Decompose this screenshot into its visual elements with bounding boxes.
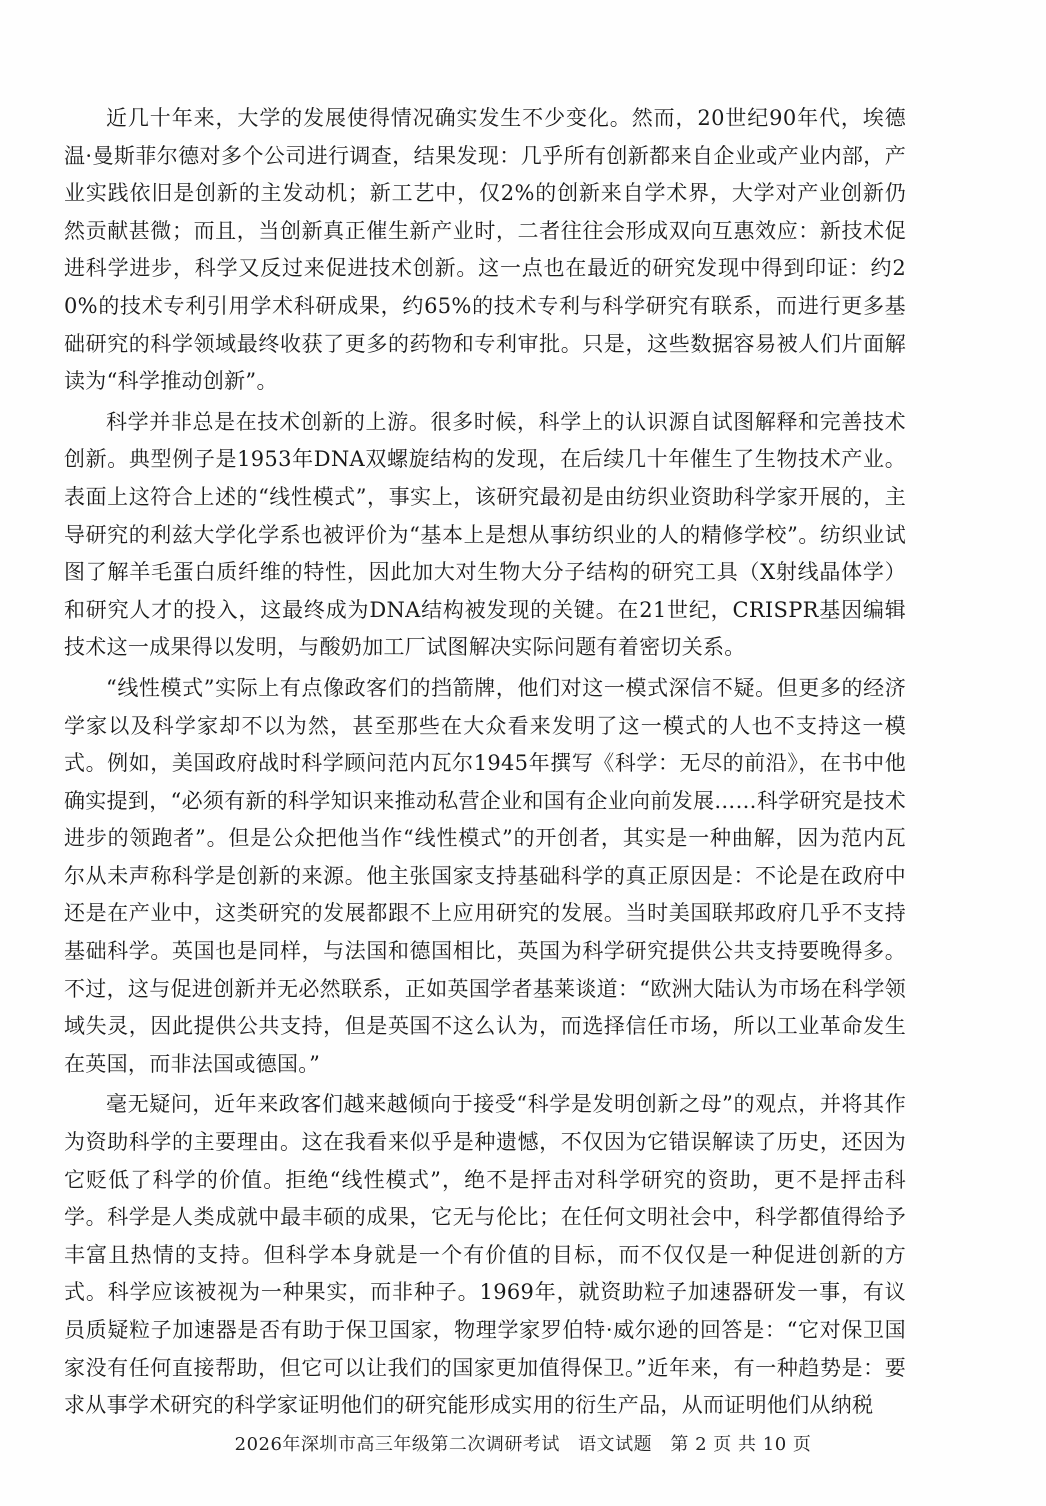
paragraph-3: “线性模式”实际上有点像政客们的挡箭牌，他们对这一模式深信不疑。但更多的经济学家以及科学家却不以为然，甚至那些在大众看来发明了这一模式的人也不支持这一模式。例如，美国政府战时科学顾问范内瓦尔1945年撰写《科学：无尽的前沿》，在书中他确实提到，“必须有新的科学知识来推动私营企业和国有企业向前发展……科学研究是技术进步的领跑者”。但是公众把他当作“线性模式”的开创者，其实是一种曲解，因为范内瓦尔从未声称科学是创新的来源。他主张国家支持基础科学的真正原因是：不论是在政府中还是在产业中，这类研究的发展都跟不上应用研究的发展。当时美国联邦政府几乎不支持基础科学。英国也是同样，与法国和德国相比，英国为科学研究提供公共支持要晚得多。不过，这与促进创新并无必然联系，正如英国学者基莱谈道：“欧洲大陆认为市场在科学领域失灵，因此提供公共支持，但是英国不这么认为，而选择信任市场，所以工业革命发生在英国，而非法国或德国。” [64,675,906,1076]
exam-title: 2026年深圳市高三年级第二次调研考试 [234,1434,560,1455]
paragraph-1: 近几十年来，大学的发展使得情况确实发生不少变化。然而，20世纪90年代，埃德温·曼斯菲尔德对多个公司进行调查，结果发现：几乎所有创新都来自企业或产业内部，产业实践依旧是创新的主发动机；新工艺中，仅2%的创新来自学术界，大学对产业创新仍然贡献甚微；而且，当创新真正催生新产业时，二者往往会形成双向互惠效应：新技术促进科学进步，科学又反过来促进技术创新。这一点也在最近的研究发现中得到印证：约20%的技术专利引用学术科研成果，约65%的技术专利与科学研究有联系，而进行更多基础研究的科学领域最终收获了更多的药物和专利审批。只是，这些数据容易被人们片面解读为“科学推动创新”。 [64,106,906,394]
paragraph-4: 毫无疑问，近年来政客们越来越倾向于接受“科学是发明创新之母”的观点，并将其作为资助科学的主要理由。这在我看来似乎是种遗憾，不仅因为它错误解读了历史，还因为它贬低了科学的价值。拒绝“线性模式”，绝不是抨击对科学研究的资助，更不是抨击科学。科学是人类成就中最丰硕的成果，它无与伦比；在任何文明社会中，科学都值得给予丰富且热情的支持。但科学本身就是一个有价值的目标，而不仅仅是一种促进创新的方式。科学应该被视为一种果实，而非种子。1969年，就资助粒子加速器研发一事，有议员质疑粒子加速器是否有助于保卫国家，物理学家罗伯特·威尔逊的回答是：“它对保卫国家没有任何直接帮助，但它可以让我们的国家更加值得保卫。”近年来，有一种趋势是：要求从事学术研究的科学家证明他们的研究能形成实用的衍生产品，从而证明他们从纳税 [64,1092,906,1418]
subject-label: 语文试题 [578,1434,653,1455]
paragraph-2: 科学并非总是在技术创新的上游。很多时候，科学上的认识源自试图解释和完善技术创新。典型例子是1953年DNA双螺旋结构的发现，在后续几十年催生了生物技术产业。表面上这符合上述的“线性模式”，事实上，该研究最初是由纺织业资助科学家开展的，主导研究的利兹大学化学系也被评价为“基本上是想从事纺织业的人的精修学校”。纺织业试图了解羊毛蛋白质纤维的特性，因此加大对生物大分子结构的研究工具（X射线晶体学）和研究人才的投入，这最终成为DNA结构被发现的关键。在21世纪，CRISPR基因编辑技术这一成果得以发明，与酸奶加工厂试图解决实际问题有着密切关系。 [64,409,906,660]
page-footer [0,1430,1046,1456]
article-body [64,100,906,1428]
page-number: 第 2 页 共 10 页 [670,1434,812,1455]
